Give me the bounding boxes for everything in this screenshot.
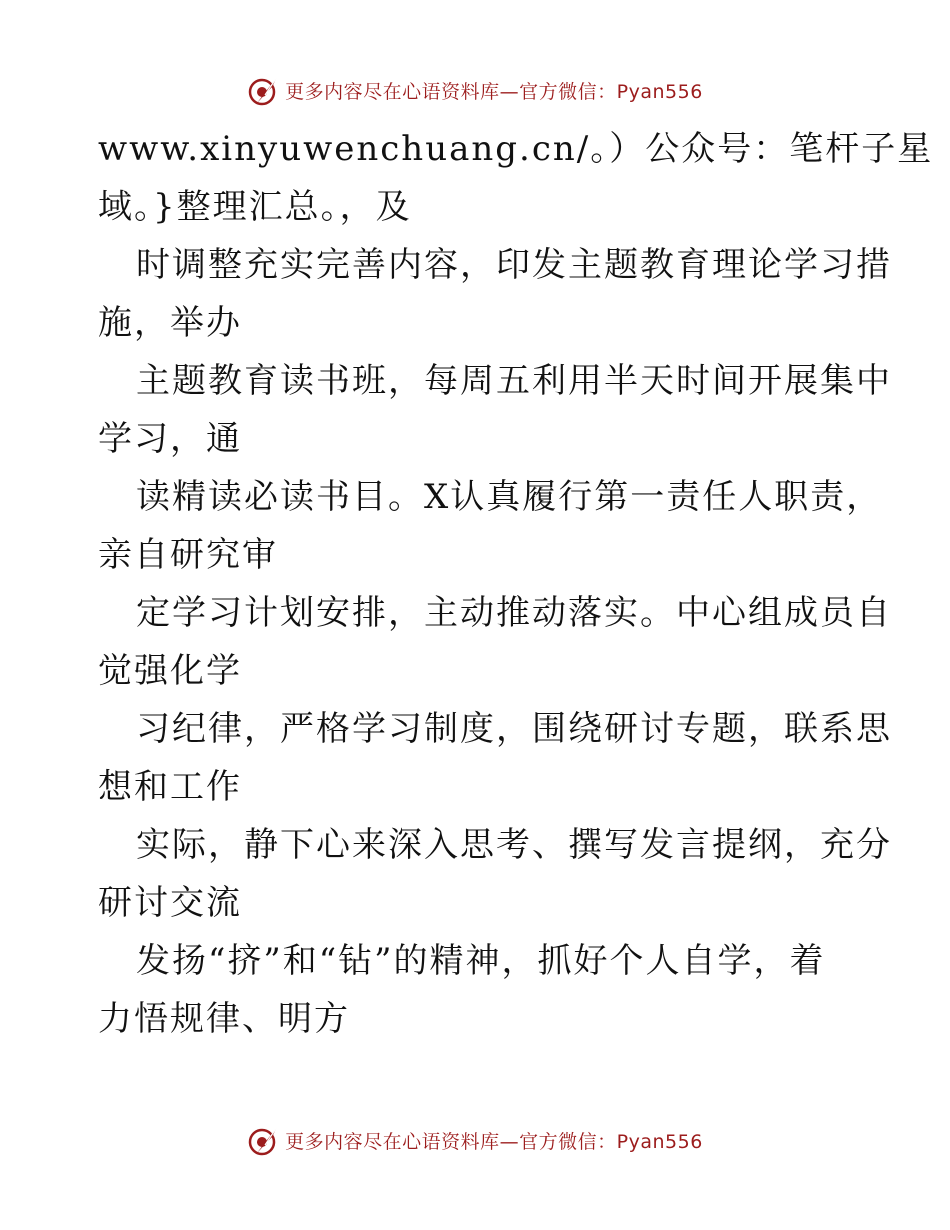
text-line: 觉强化学 [98, 651, 242, 691]
footer-banner-text: 更多内容尽在心语资料库—官方微信：Pyan556 [285, 1130, 703, 1153]
text-line: www.xinyuwenchuang.cn/。）公众号：笔杆子星 [98, 129, 934, 169]
text-line: 实际，静下心来深入思考、撰写发言提纲，充分 [136, 825, 892, 865]
text-line: 亲自研究审 [98, 535, 278, 575]
header-banner-text: 更多内容尽在心语资料库—官方微信：Pyan556 [285, 80, 703, 103]
text-line: 想和工作 [98, 767, 242, 807]
text-line: 读精读必读书目。X认真履行第一责任人职责， [136, 477, 883, 517]
text-line: 力悟规律、明方 [98, 999, 350, 1039]
footer-banner [0, 1120, 950, 1160]
quill-pen-logo-icon [247, 1123, 281, 1157]
text-line: 研讨交流 [98, 883, 242, 923]
text-line: 时调整充实完善内容，印发主题教育理论学习措 [136, 245, 892, 285]
text-line: 定学习计划安排，主动推动落实。中心组成员自 [136, 593, 892, 633]
header-banner [0, 70, 950, 110]
text-line: 习纪律，严格学习制度，围绕研讨专题，联系思 [136, 709, 892, 749]
document-body [98, 120, 934, 1048]
text-line: 学习，通 [98, 419, 242, 459]
quill-pen-logo-icon [247, 73, 281, 107]
text-line: 域。}整理汇总。，及 [98, 187, 412, 227]
text-line: 施，举办 [98, 303, 242, 343]
text-line: 发扬“挤”和“钻”的精神，抓好个人自学，着 [136, 941, 826, 981]
text-line: 主题教育读书班，每周五利用半天时间开展集中 [136, 361, 892, 401]
